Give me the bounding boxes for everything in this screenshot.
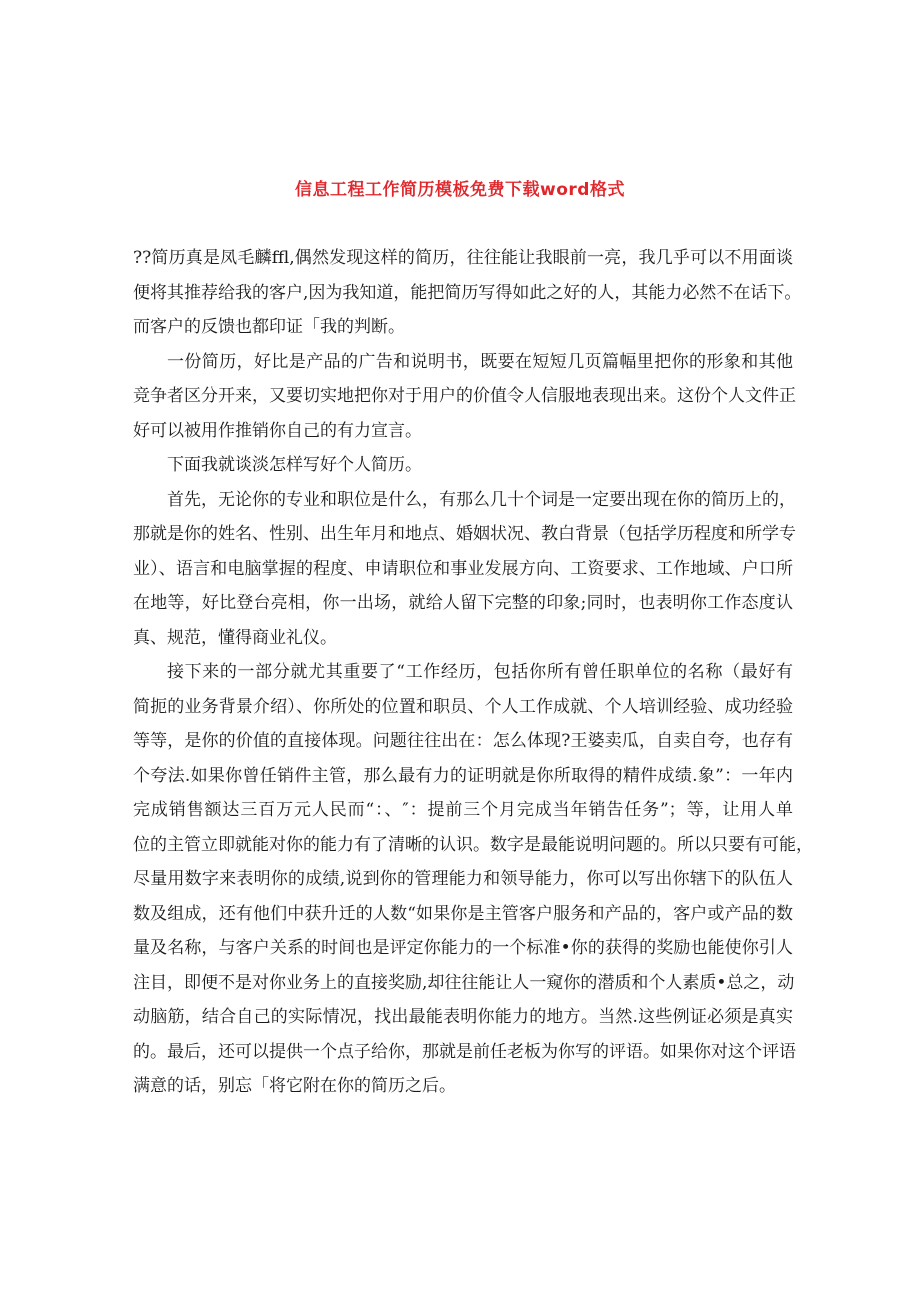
text-line: 接下来的一部分就尤其重要了“工作经历，包括你所有曾任职单位的名称（最好有: [167, 662, 793, 682]
text-line: 下面我就谈淡怎样写好个人简历。: [167, 455, 422, 475]
document-title: 信息工程工作简历模板免费下载word格式: [295, 180, 625, 200]
text-line: 位的主管立即就能对你的能力有了清晰的认识。数字是最能说明问题的。所以只要有可能，: [133, 834, 813, 855]
text-line: 等等，是你的价值的直接体现。问题往往出在：怎么体现?王婆卖瓜，自卖自夸，也存有: [133, 731, 793, 751]
text-line: 满意的话，别忘「将它附在你的简历之后。: [133, 1076, 456, 1096]
text-line: 业）、语言和电脑掌握的程度、申请职位和事业发展方向、工资要求、工作地域、户口所: [133, 558, 793, 579]
text-line: 真、规范，懂得商业礼仪。: [133, 627, 337, 648]
text-line: 动脑筋，结合自己的实际情况，找出最能表明你能力的地方。当然.这些例证必须是真实: [133, 1007, 793, 1027]
text-line: 简扼的业务背景介绍）、你所处的位置和职员、个人工作成就、个人培训经验、成功经验: [133, 696, 793, 717]
text-line: 数及组成，还有他们中获升迁的人数“如果你是主管客户服务和产品的，客户或产品的数: [133, 903, 793, 924]
paragraph: [133, 483, 796, 656]
paragraph: [133, 241, 802, 345]
text-line: 注目，即便不是对你业务上的直接奖励,却往往能让人一窥你的潜质和个人素质•总之，动: [133, 972, 795, 993]
paragraph: [133, 655, 813, 1104]
text-line: 在地等，好比登台亮相，你一出场，就给人留下完整的印象;同时，也表明你工作态度认: [133, 593, 793, 613]
text-line: 便将其推荐给我的客户,因为我知道，能把简历写得如此之好的人，其能力必然不在话下。: [133, 282, 802, 303]
text-line: 那就是你的姓名、性别、出生年月和地点、婚姻状况、教白背景（包括学历程度和所学专: [133, 524, 796, 544]
text-line: 个夸法.如果你曾任销件主管，那么最有力的证明就是你所取得的精件成绩.象”：一年内: [133, 765, 793, 786]
text-line: 好可以被用作推销你自己的有力宣言。: [133, 420, 422, 441]
text-line: 竞争者区分开来，又要切实地把你对于用户的价值令人信服地表现出来。这份个人文件正: [133, 386, 796, 406]
text-line: 量及名称，与客户关系的时间也是评定你能力的一个标准•你的获得的奖励也能使你引人: [133, 938, 793, 958]
text-line: 首先，无论你的专业和职位是什么，有那么几十个词是一定要出现在你的简历上的，: [167, 489, 796, 510]
text-line: 而客户的反馈也都印证「我的判断。: [133, 317, 405, 337]
text-line: 一份简历，好比是产品的广告和说明书，既要在短短几页篇幅里把你的形象和其他: [167, 351, 793, 372]
text-line: ??简历真是凤毛麟ffl,偶然发现这样的简历，往往能让我眼前一亮，我几乎可以不用面谈: [133, 248, 793, 268]
text-line: 的。最后，还可以提供一个点子给你，那就是前任老板为你写的评语。如果你对这个评语: [133, 1041, 796, 1062]
document-body: [133, 241, 813, 1104]
text-line: 尽量用数字来表明你的成绩,说到你的管理能力和领导能力，你可以写出你辖下的队伍人: [133, 869, 793, 889]
paragraph: [133, 448, 793, 483]
paragraph: [133, 345, 796, 449]
text-line: 完成销售额达三百万元人民而“：、″：提前三个月完成当年销告任务”；等，让用人单: [133, 800, 793, 820]
